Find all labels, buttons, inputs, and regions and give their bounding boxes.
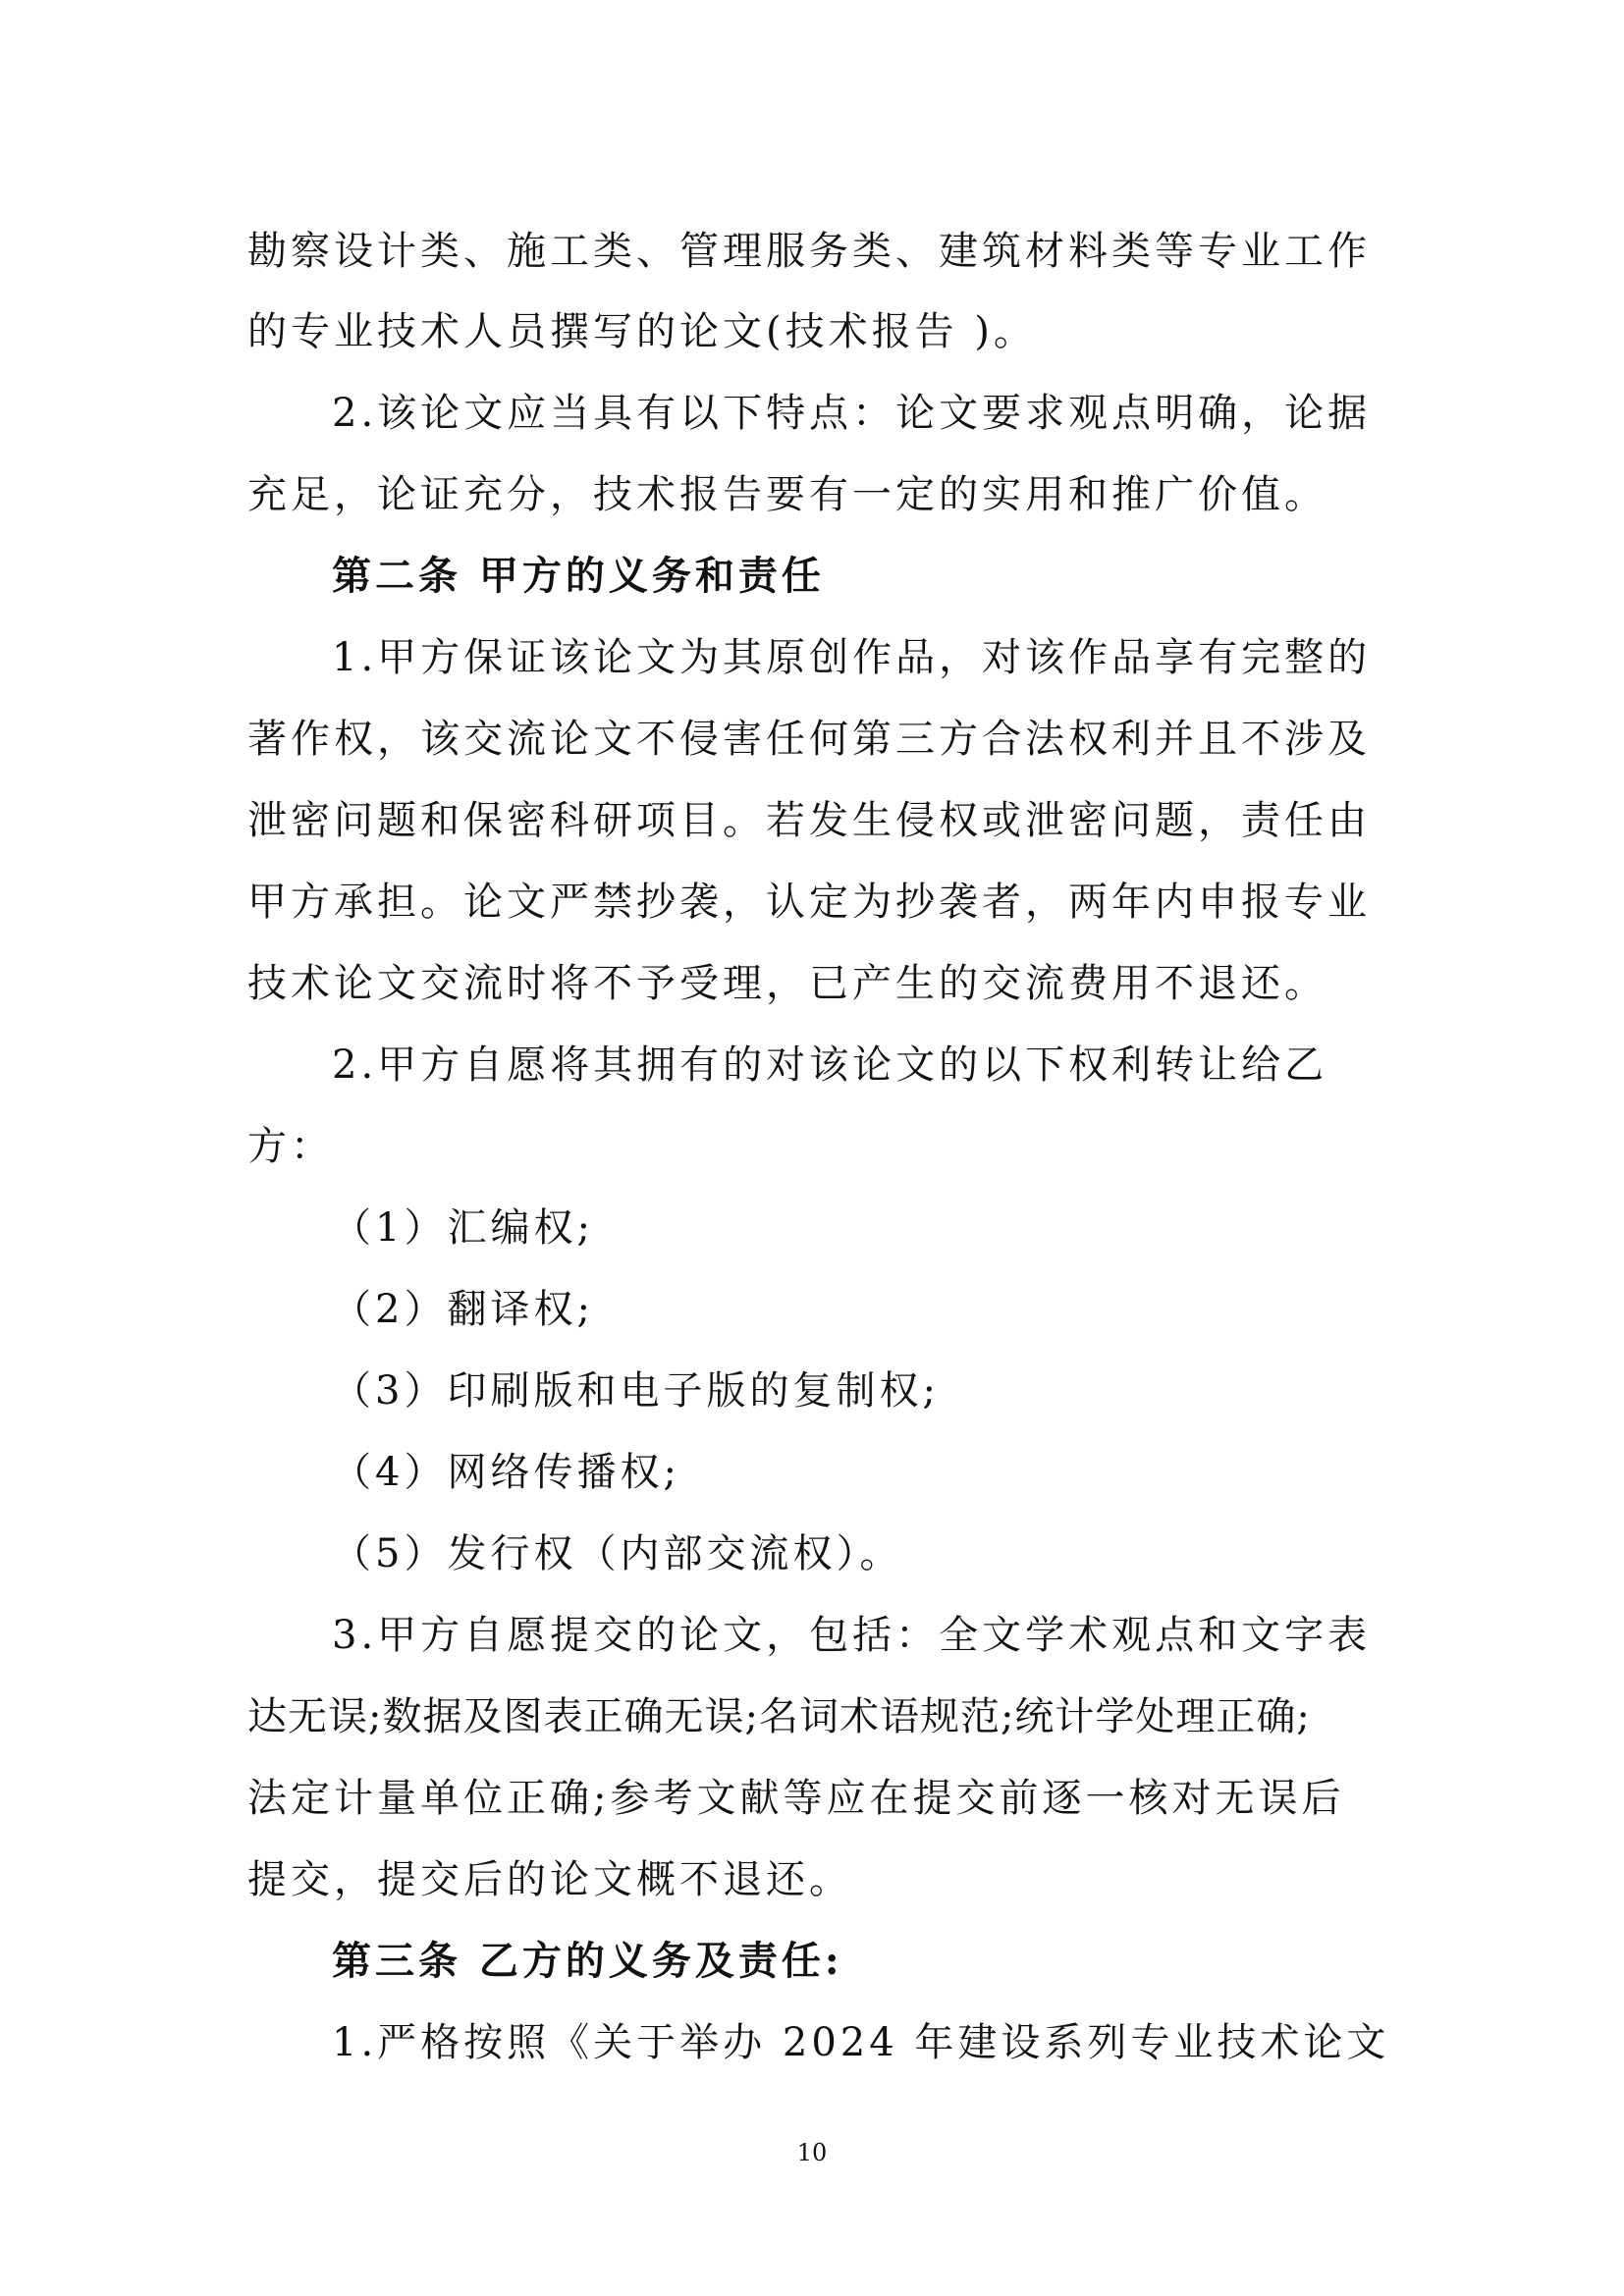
- list-item: （4）网络传播权;: [332, 1450, 680, 1495]
- list-item: （1）汇编权;: [332, 1205, 594, 1251]
- text-line: 1.甲方保证该论文为其原创作品，对该作品享有完整的: [332, 635, 1372, 680]
- text-line: 著作权，该交流论文不侵害任何第三方合法权利并且不涉及: [247, 717, 1371, 762]
- list-item: （2）翻译权;: [332, 1287, 594, 1332]
- text-line: 3.甲方自愿提交的论文，包括：全文学术观点和文字表: [332, 1613, 1372, 1658]
- text-line: 技术论文交流时将不予受理，已产生的交流费用不退还。: [247, 961, 1327, 1006]
- text-line: 2.甲方自愿将其拥有的对该论文的以下权利转让给乙: [332, 1042, 1328, 1088]
- text-line: 达无误;数据及图表正确无误;名词术语规范;统计学处理正确;: [247, 1694, 1311, 1739]
- text-line: 2.该论文应当具有以下特点：论文要求观点明确，论据: [332, 391, 1372, 436]
- text-line: 泄密问题和保密科研项目。若发生侵权或泄密问题，责任由: [247, 798, 1371, 843]
- text-line: 法定计量单位正确;参考文献等应在提交前逐一核对无误后: [247, 1776, 1345, 1821]
- section-heading: 第三条 乙方的义务及责任:: [332, 1938, 843, 1984]
- text-line: 勘察设计类、施工类、管理服务类、建筑材料类等专业工作: [247, 229, 1371, 274]
- list-item: （5）发行权（内部交流权）。: [332, 1531, 903, 1576]
- text-line: 的专业技术人员撰写的论文(技术报告 )。: [247, 309, 1037, 354]
- text-line: 1.严格按照《关于举办 2024 年建设系列专业技术论文: [332, 2020, 1390, 2065]
- text-line: 甲方承担。论文严禁抄袭，认定为抄袭者，两年内申报专业: [247, 880, 1371, 925]
- section-heading: 第二条 甲方的义务和责任: [332, 553, 825, 599]
- list-item: （3）印刷版和电子版的复制权;: [332, 1368, 940, 1414]
- text-line: 方：: [247, 1124, 334, 1169]
- page-number: 10: [796, 2139, 828, 2166]
- text-line: 提交，提交后的论文概不退还。: [247, 1857, 852, 1902]
- text-line: 充足，论证充分，技术报告要有一定的实用和推广价值。: [247, 472, 1327, 517]
